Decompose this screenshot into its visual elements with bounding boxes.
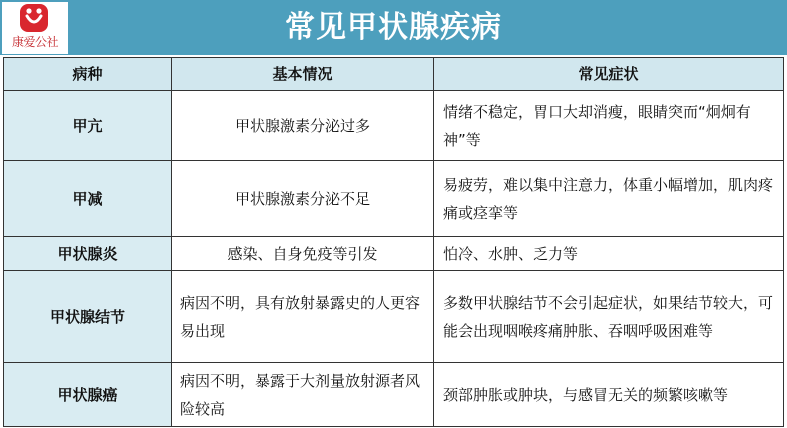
table-row: [4, 91, 784, 161]
disease-condition: 甲状腺激素分泌过多: [172, 91, 434, 161]
header-disease: 病种: [4, 58, 172, 91]
disease-symptoms: 情绪不稳定，胃口大却消瘦，眼睛突而“炯炯有神”等: [434, 91, 784, 161]
logo-text: 康爱公社: [11, 35, 58, 49]
disease-symptoms: 易疲劳，难以集中注意力，体重小幅增加，肌肉疼痛或痉挛等: [434, 161, 784, 237]
logo-icon: [20, 4, 48, 32]
table-header-row: [4, 58, 784, 91]
page-title: 常见甲状腺疾病: [285, 10, 502, 45]
disease-name: 甲状腺结节: [4, 271, 172, 363]
disease-name: 甲亢: [4, 91, 172, 161]
disease-condition: 甲状腺激素分泌不足: [172, 161, 434, 237]
header-symptoms: 常见症状: [434, 58, 784, 91]
disease-name: 甲状腺炎: [4, 237, 172, 271]
disease-condition: 感染、自身免疫等引发: [172, 237, 434, 271]
disease-name: 甲减: [4, 161, 172, 237]
table-row: [4, 271, 784, 363]
table-row: [4, 363, 784, 427]
disease-condition: 病因不明，暴露于大剂量放射源者风险较高: [172, 363, 434, 427]
table-row: [4, 161, 784, 237]
disease-name: 甲状腺癌: [4, 363, 172, 427]
disease-symptoms: 怕冷、水肿、乏力等: [434, 237, 784, 271]
disease-symptoms: 颈部肿胀或肿块，与感冒无关的频繁咳嗽等: [434, 363, 784, 427]
disease-table: [3, 57, 784, 427]
brand-logo: [2, 2, 68, 54]
table-row: [4, 237, 784, 271]
disease-condition: 病因不明，具有放射暴露史的人更容易出现: [172, 271, 434, 363]
header-condition: 基本情况: [172, 58, 434, 91]
disease-symptoms: 多数甲状腺结节不会引起症状，如果结节较大，可能会出现咽喉疼痛肿胀、吞咽呼吸困难等: [434, 271, 784, 363]
